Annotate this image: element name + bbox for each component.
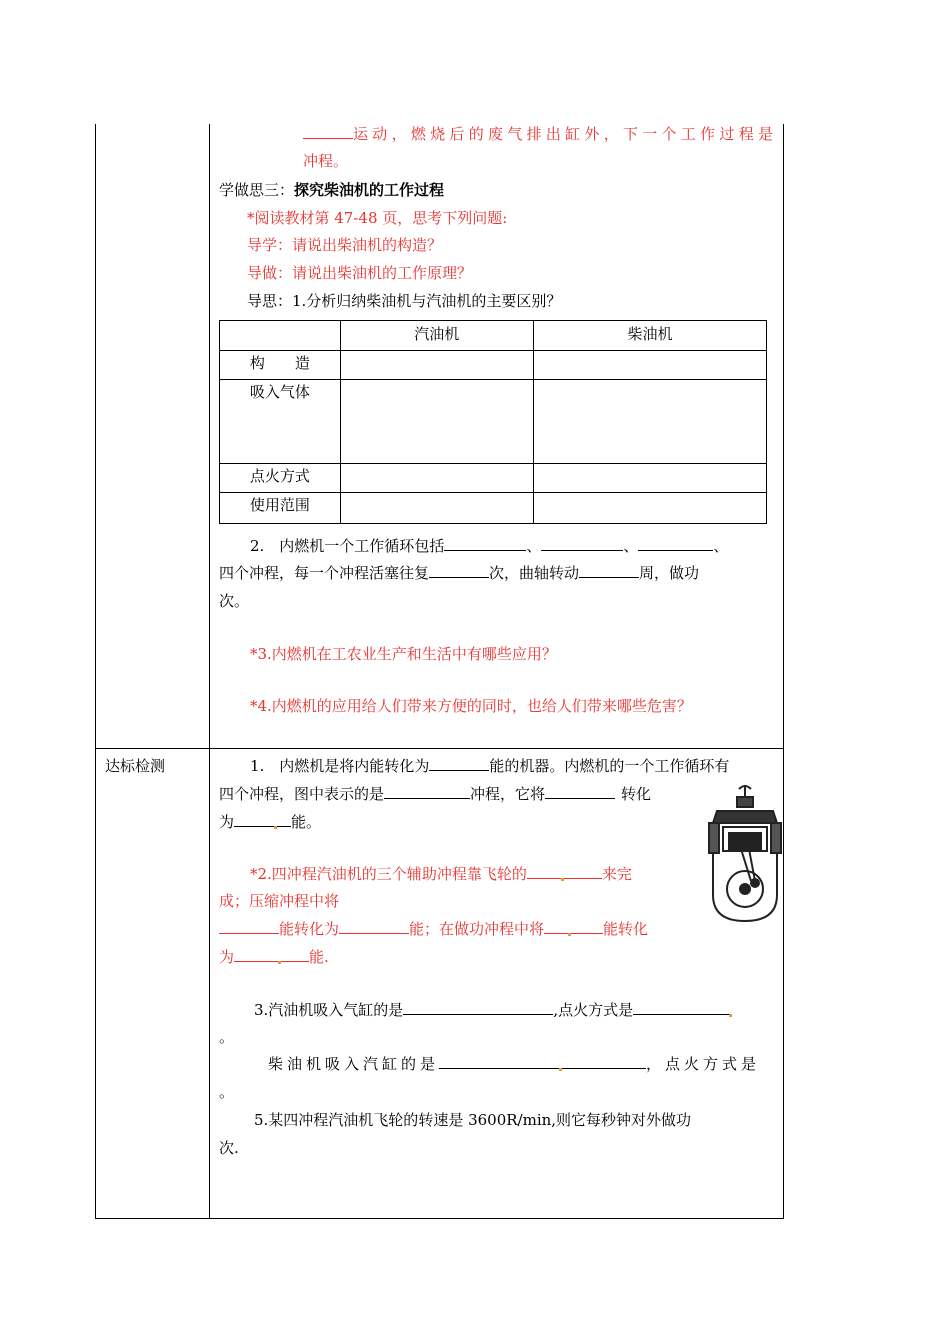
table-row <box>220 464 767 493</box>
blank[interactable] <box>429 564 489 578</box>
section-title: 探究柴油机的工作过程 <box>294 181 445 199</box>
blank[interactable] <box>277 813 291 827</box>
blank[interactable] <box>403 1001 553 1015</box>
row-label: 点火方式 <box>220 464 341 493</box>
header-empty <box>220 321 341 351</box>
blank[interactable] <box>219 920 279 934</box>
table-cell[interactable] <box>533 380 766 464</box>
extra-q4: *4.内燃机的应用给人们带来方便的同时，也给人们带来哪些危害？ <box>250 697 692 715</box>
table-cell[interactable] <box>533 464 766 493</box>
blank[interactable] <box>429 757 489 771</box>
check-q4-line-1: 柴油机吸入汽缸的是 ，点火方式是 <box>268 1055 761 1073</box>
row-label: 使用范围 <box>220 493 341 524</box>
header-gasoline: 汽油机 <box>340 321 533 351</box>
check-q1-line-2: 四个冲程，图中表示的是 冲程，它将 转化 <box>219 785 652 803</box>
table-header-row <box>220 321 767 351</box>
blank[interactable] <box>562 1055 646 1069</box>
q2-line-3: 次。 <box>219 592 250 610</box>
check-q5-line-1: 5.某四冲程汽油机飞轮的转速是 3600R/min,则它每秒钟对外做功 <box>254 1111 692 1129</box>
blank[interactable] <box>579 564 639 578</box>
check-q3-line-1: 3.汽油机吸入气缸的是 ,点火方式是 <box>254 1000 732 1020</box>
header-diesel: 柴油机 <box>533 321 766 351</box>
blank[interactable] <box>444 537 526 551</box>
top-line-1: 运动，燃烧后的废气排出缸外，下一个工作过程是 <box>303 124 776 144</box>
blank[interactable] <box>281 948 309 962</box>
blank[interactable] <box>384 785 470 799</box>
check-q3-line-2: 。 <box>219 1028 235 1046</box>
check-q2-line-3: 能转化为 能；在做功冲程中将 能转化 <box>219 919 648 939</box>
table-row <box>220 351 767 380</box>
engine-cylinder-diagram <box>705 783 785 923</box>
check-q1-line-1: 1. 内燃机是将内能转化为 能的机器。内燃机的一个工作循环有 <box>250 757 730 775</box>
check-q2-line-1: *2.四冲程汽油机的三个辅助冲程靠飞轮的 来完 <box>250 865 632 883</box>
check-q2-line-2: 成；压缩冲程中将 <box>219 892 340 910</box>
blank[interactable] <box>544 920 568 934</box>
column-divider <box>209 124 210 1219</box>
blank[interactable] <box>439 1055 559 1069</box>
q2-line-1: 2. 内燃机一个工作循环包括 、 、 、 <box>250 537 729 555</box>
blank[interactable] <box>541 537 623 551</box>
table-cell[interactable] <box>340 464 533 493</box>
mark-dot <box>729 1014 732 1017</box>
reading-instruction: *阅读教材第 47-48 页，思考下列问题: <box>247 209 508 227</box>
comparison-table <box>219 320 767 524</box>
guide-do: 导做：请说出柴油机的工作原理？ <box>247 264 473 282</box>
check-q2-line-4: 为 能. <box>219 948 329 966</box>
blank[interactable] <box>638 537 713 551</box>
table-cell[interactable] <box>533 351 766 380</box>
table-cell[interactable] <box>533 493 766 524</box>
row-label: 吸入气体 <box>220 380 341 464</box>
row-label: 构 造 <box>220 351 341 380</box>
blank[interactable] <box>527 865 561 879</box>
table-cell[interactable] <box>340 380 533 464</box>
blank[interactable] <box>303 125 353 139</box>
blank[interactable] <box>545 785 615 799</box>
check-q1-line-3: 为 能。 <box>219 813 322 831</box>
table-row <box>220 380 767 464</box>
q2-line-2: 四个冲程，每一个冲程活塞往复 次，曲轴转动 周，做功 <box>219 564 700 582</box>
table-cell[interactable] <box>340 351 533 380</box>
table-cell[interactable] <box>340 493 533 524</box>
blank[interactable] <box>339 920 409 934</box>
blank[interactable] <box>234 813 274 827</box>
check-q4-line-2: 。 <box>219 1083 235 1101</box>
table-row <box>220 493 767 524</box>
section-heading: 学做思三：探究柴油机的工作过程 <box>219 181 445 199</box>
blank[interactable] <box>234 948 278 962</box>
blank[interactable] <box>633 1001 729 1015</box>
blank[interactable] <box>564 865 602 879</box>
guide-think: 导思：1.分析归纳柴油机与汽油机的主要区别？ <box>247 292 562 310</box>
row-divider <box>95 748 784 749</box>
top-line-2: 冲程。 <box>303 152 349 170</box>
blank[interactable] <box>571 920 603 934</box>
check-q5-line-2: 次. <box>219 1139 239 1157</box>
check-label: 达标检测 <box>105 757 166 775</box>
extra-q3: *3.内燃机在工农业生产和生活中有哪些应用？ <box>250 645 557 663</box>
guide-learn: 导学：请说出柴油机的构造？ <box>247 236 443 254</box>
